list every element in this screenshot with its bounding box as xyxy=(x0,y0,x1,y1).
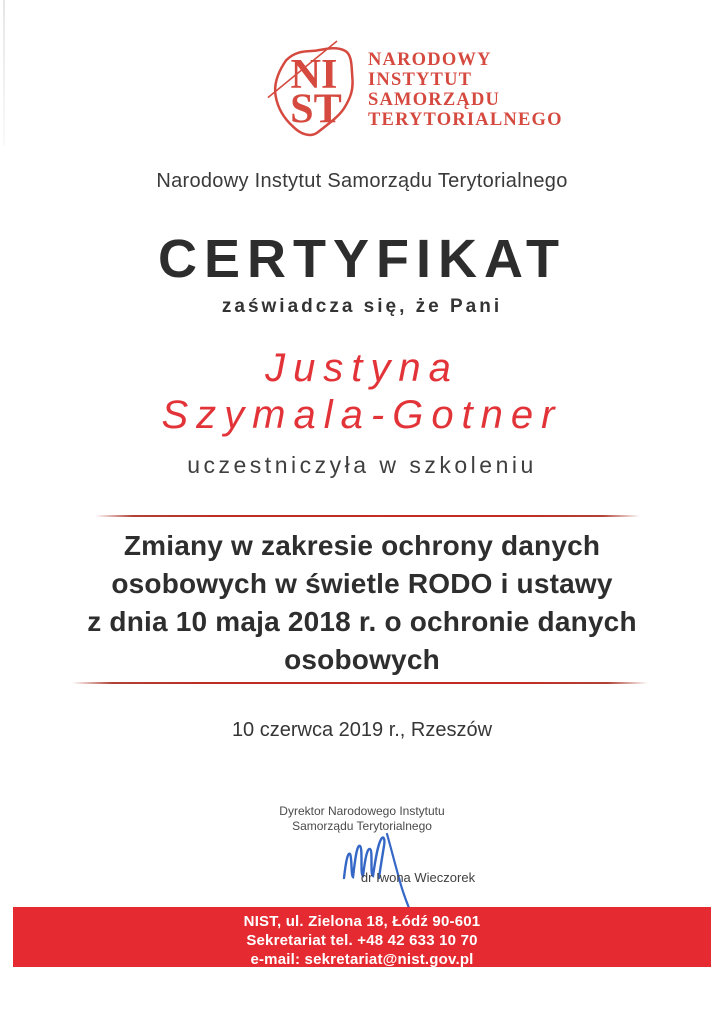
training-title-line: osobowych w świetle RODO i ustawy xyxy=(111,568,613,599)
red-divider-top xyxy=(95,515,640,517)
logo-monogram-top: NI xyxy=(290,51,338,99)
signature-role-line: Dyrektor Narodowego Instytutu xyxy=(279,804,445,818)
training-title-line: z dnia 10 maja 2018 r. o ochronie danych xyxy=(87,606,637,637)
institute-name: Narodowy Instytut Samorządu Terytorialnego xyxy=(156,170,568,192)
footer-address: NIST, ul. Zielona 18, Łódź 90-601 xyxy=(243,913,481,930)
participation-text: uczestniczyła w szkoleniu xyxy=(187,452,537,478)
signer-name: dr Iwona Wieczorek xyxy=(360,870,476,885)
logo-monogram-bottom: ST xyxy=(290,85,342,133)
signature-role xyxy=(0,804,724,834)
nist-logo xyxy=(266,38,563,140)
certificate-subtitle: zaświadcza się, że Pani xyxy=(221,296,503,317)
logo-org-name xyxy=(368,38,563,140)
training-title xyxy=(0,527,724,679)
recipient-first-name: Justyna xyxy=(265,346,459,390)
nist-logo-mark-icon xyxy=(266,38,362,140)
recipient-name xyxy=(0,345,724,439)
certificate-title: CERTYFIKAT xyxy=(158,229,566,289)
footer-email: e-mail: sekretariat@nist.gov.pl xyxy=(250,951,474,968)
training-title-line: osobowych xyxy=(284,644,440,675)
footer-band xyxy=(13,907,711,967)
date-place: 10 czerwca 2019 r., Rzeszów xyxy=(231,719,493,741)
logo-org-line: NARODOWY xyxy=(368,50,492,70)
signature-role-line: Samorządu Terytorialnego xyxy=(292,819,432,833)
training-title-line: Zmiany w zakresie ochrony danych xyxy=(123,530,601,561)
footer-phone: Sekretariat tel. +48 42 633 10 70 xyxy=(246,932,478,949)
recipient-last-name: Szymala-Gotner xyxy=(161,393,563,437)
red-divider-bottom xyxy=(72,682,648,684)
logo-org-line: SAMORZĄDU xyxy=(368,90,501,110)
logo-org-line: INSTYTUT xyxy=(368,70,473,90)
scan-artifact xyxy=(3,0,5,145)
logo-org-line: TERYTORIALNEGO xyxy=(368,110,563,130)
